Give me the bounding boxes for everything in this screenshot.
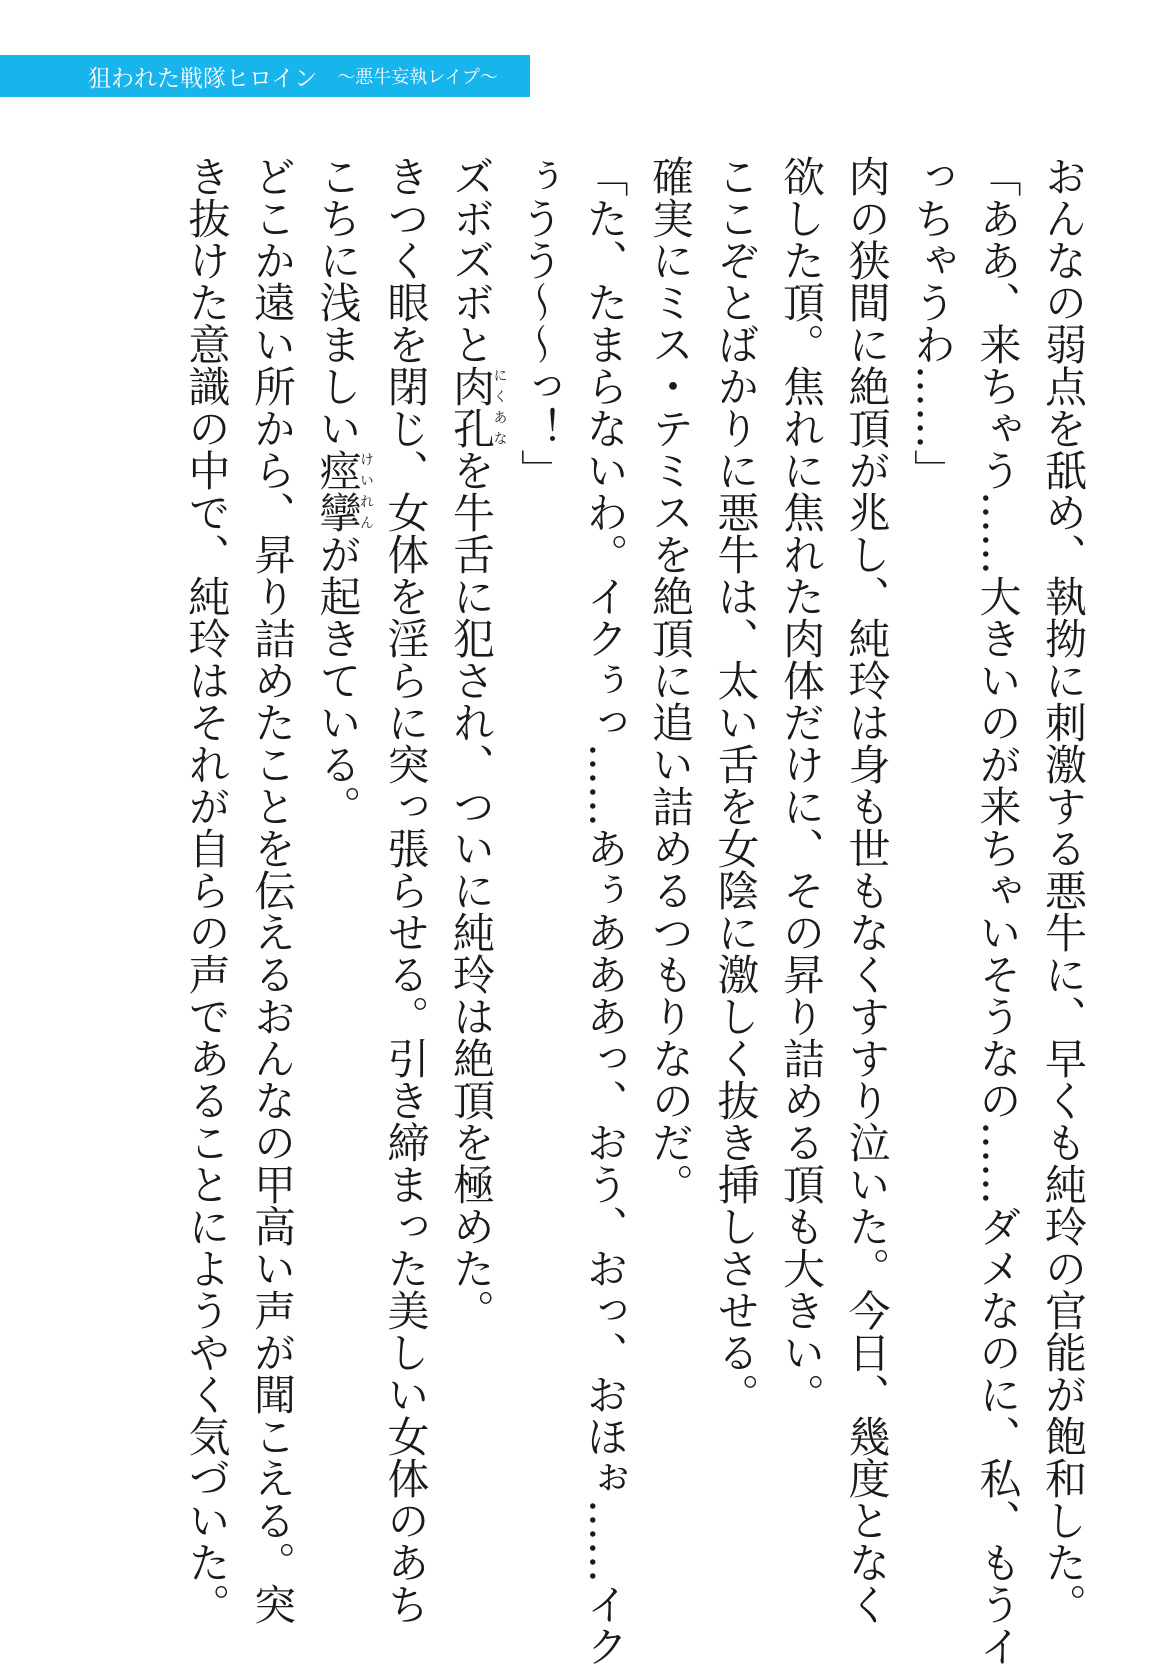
ruby-reading: けいれん [358, 449, 374, 533]
vertical-text-body [174, 155, 1096, 1667]
text-segment: こちに浅ましい [313, 155, 363, 449]
text-line: っちゃうわ……」 [908, 155, 957, 491]
ruby-base: 肉孔 [447, 365, 496, 449]
ruby-annotation [447, 365, 508, 449]
page-header [0, 55, 530, 97]
text-segment: ズボズボと [447, 155, 496, 365]
text-segment: が起きている。 [313, 533, 363, 827]
book-subtitle: 〜悪牛妄執レイプ〜 [337, 67, 498, 88]
text-line-with-ruby [305, 155, 373, 1595]
text-segment: を牛舌に犯され、ついに純玲は絶頂を極めた。 [447, 449, 496, 1331]
text-line: きつく眼を閉じ、女体を淫らに突っ張らせる。引き締まった美しい女体のあち [381, 155, 431, 1625]
text-line-with-ruby [439, 155, 507, 1595]
text-line: き抜けた意識の中で、純玲はそれが自らの声であることにようやく気づいた。 [182, 155, 232, 1625]
text-line: 「た、たまらないわ。イクぅっ……あぅあああっ、おう、おっ、おほぉ……イク [580, 155, 630, 1667]
text-line: 欲した頂。焦れに焦れた肉体だけに、その昇り詰める頂も大きい。 [777, 155, 826, 1415]
text-line: どこか遠い所から、昇り詰めたことを伝えるおんなの甲高い声が聞こえる。突 [248, 155, 297, 1625]
ruby-annotation [313, 449, 374, 533]
book-title: 狙われた戦隊ヒロイン [88, 65, 318, 92]
text-line: ここぞとばかりに悪牛は、太い舌を女陰に激しく抜き挿しさせる。 [711, 155, 761, 1415]
ruby-reading: にくあな [491, 365, 508, 449]
text-line: 確実にミス・テミスを絶頂に追い詰めるつもりなのだ。 [646, 155, 695, 1205]
text-line: 「ああ、来ちゃう……大きいのが来ちゃいそうなの……ダメなのに、私、もうイ [973, 155, 1023, 1667]
text-line: おんなの弱点を舐め、執拗に刺激する悪牛に、早くも純玲の官能が飽和した。 [1039, 155, 1088, 1625]
ruby-base: 痙攣 [313, 449, 363, 533]
text-line: 肉の狭間に絶頂が兆し、純玲は身も世もなくすすり泣いた。今日、幾度となく [842, 155, 892, 1625]
text-line: ぅうう〜〜っ！」 [515, 155, 564, 491]
